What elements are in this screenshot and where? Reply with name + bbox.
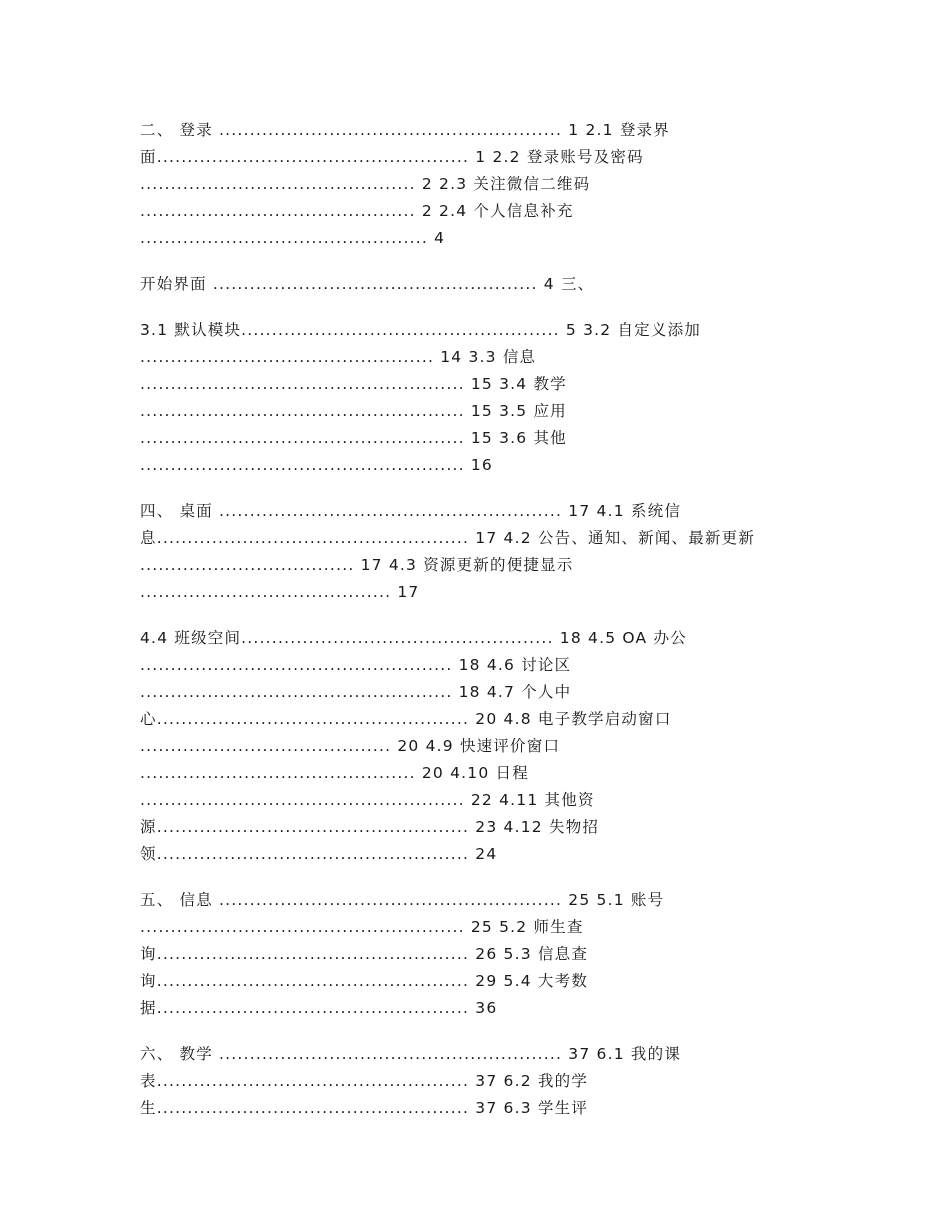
toc-line: 二、 登录 ........................................................ 1 2.1 登录界 (140, 121, 670, 139)
toc-line: ..................................................... 15 3.6 其他 (140, 429, 567, 447)
toc-line: 六、 教学 ........................................................ 37 6.1 我的课 (140, 1045, 682, 1063)
table-of-contents (140, 117, 840, 1141)
toc-line: 领................................................... 24 (140, 845, 498, 863)
toc-line: 生................................................... 37 6.3 学生评 (140, 1099, 589, 1117)
toc-line: ..................................................... 15 3.4 教学 (140, 375, 567, 393)
toc-line: 面................................................... 1 2.2 登录账号及密码 (140, 148, 644, 166)
toc-line: ................................................... 18 4.7 个人中 (140, 683, 572, 701)
toc-line: ............................................. 20 4.10 日程 (140, 764, 529, 782)
toc-line: 五、 信息 ........................................................ 25 5.1 账号 (140, 891, 665, 909)
toc-line: 息................................................... 17 4.2 公告、通知、新闻、最新更新 (140, 529, 756, 547)
toc-section-info (140, 887, 840, 1022)
toc-line: 询................................................... 29 5.4 大考数 (140, 972, 589, 990)
toc-line: 询................................................... 26 5.3 信息查 (140, 945, 589, 963)
toc-line: ............................................. 2 2.3 关注微信二维码 (140, 175, 591, 193)
toc-line: ..................................................... 22 4.11 其他资 (140, 791, 595, 809)
toc-line: ................................................... 18 4.6 讨论区 (140, 656, 572, 674)
toc-section-desktop-widgets (140, 625, 840, 868)
toc-section-start-screen (140, 271, 840, 298)
toc-line: ......................................... 17 (140, 583, 420, 601)
toc-line: 心................................................... 20 4.8 电子教学启动窗口 (140, 710, 672, 728)
toc-section-login (140, 117, 840, 252)
toc-line: ............................................. 2 2.4 个人信息补充 (140, 202, 574, 220)
toc-line: 表................................................... 37 6.2 我的学 (140, 1072, 589, 1090)
toc-line: ................................................ 14 3.3 信息 (140, 348, 537, 366)
toc-line: ................................... 17 4.3 资源更新的便捷显示 (140, 556, 574, 574)
toc-line: ......................................... 20 4.9 快速评价窗口 (140, 737, 561, 755)
toc-line: ..................................................... 15 3.5 应用 (140, 402, 567, 420)
toc-line: 开始界面 ..................................................... 4 三、 (140, 275, 595, 293)
toc-line: ..................................................... 16 (140, 456, 493, 474)
toc-section-desktop (140, 498, 840, 606)
toc-line: 据................................................... 36 (140, 999, 498, 1017)
toc-line: ..................................................... 25 5.2 师生查 (140, 918, 584, 936)
toc-section-teaching (140, 1041, 840, 1122)
toc-line: 3.1 默认模块.................................................... 5 3.2 自定义添加 (140, 321, 701, 339)
toc-line: 四、 桌面 ........................................................ 17 4.1 系统信 (140, 502, 682, 520)
toc-line: 4.4 班级空间................................................... 18 4.5 OA 办公 (140, 629, 687, 647)
toc-section-modules (140, 317, 840, 479)
toc-line: ............................................... 4 (140, 229, 446, 247)
toc-line: 源................................................... 23 4.12 失物招 (140, 818, 600, 836)
